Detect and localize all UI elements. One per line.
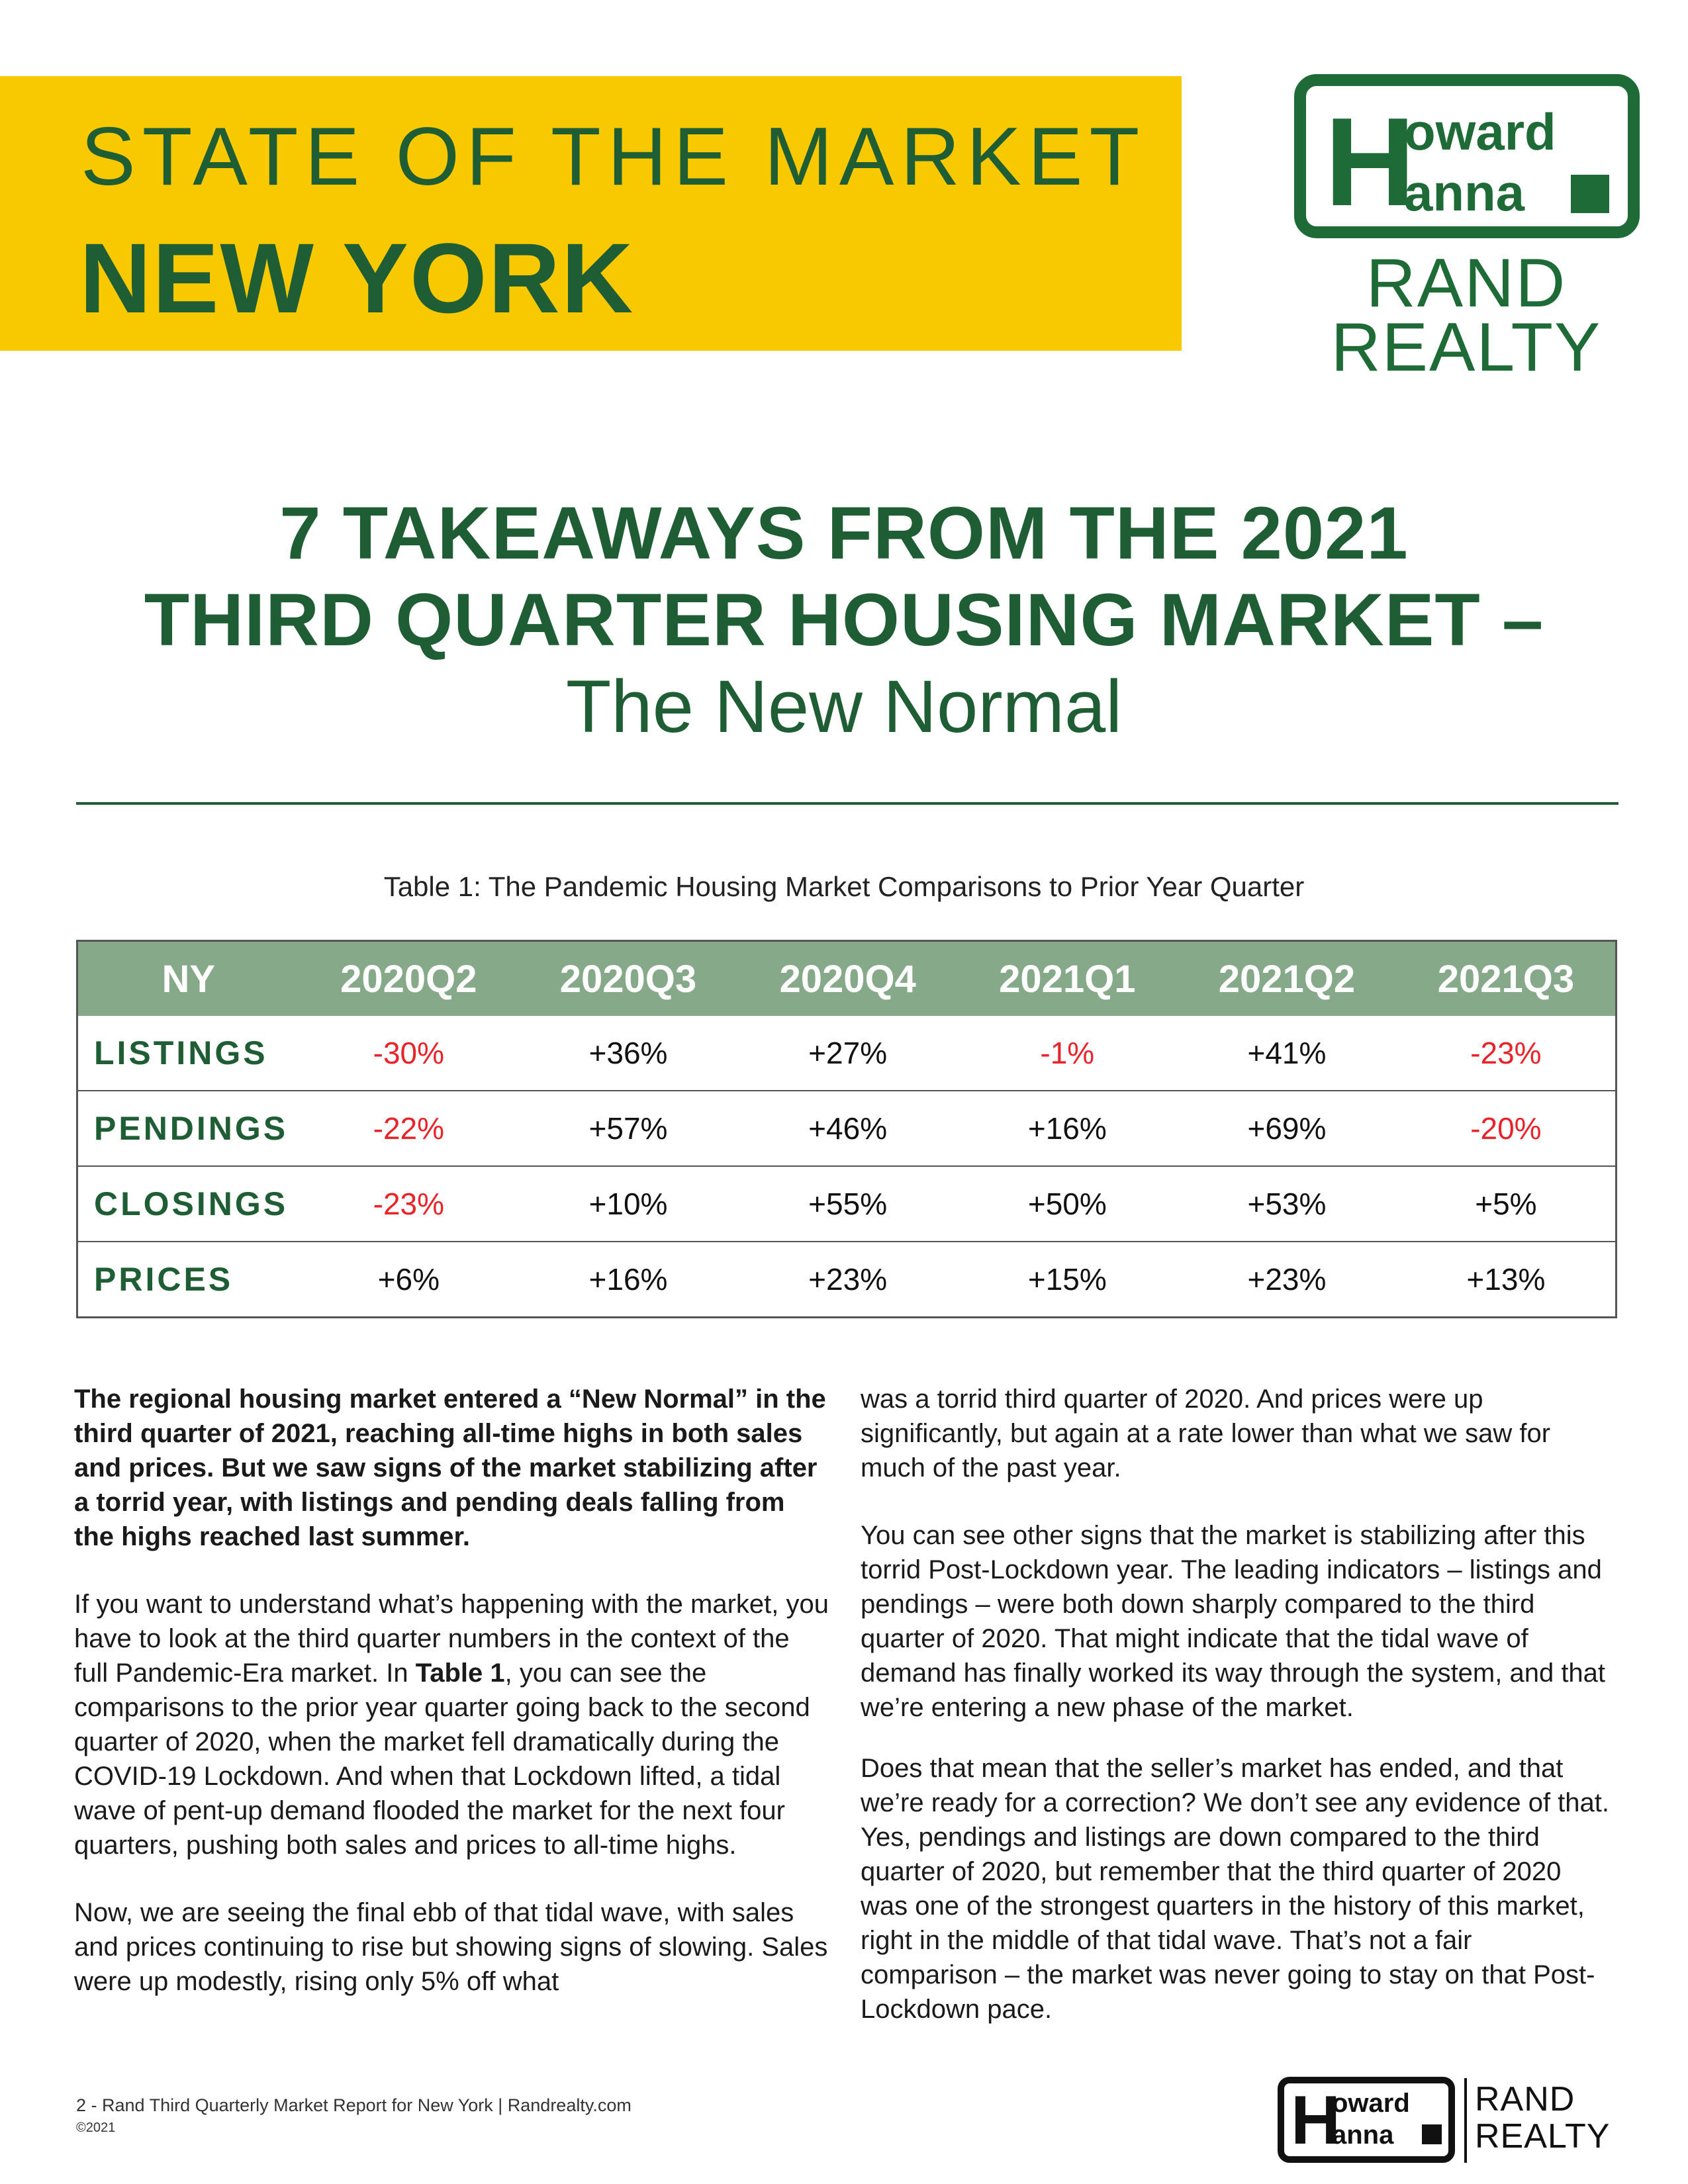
table-cell: +53% xyxy=(1177,1166,1397,1242)
footer-rand-word: RAND xyxy=(1475,2080,1575,2118)
table-cell: -23% xyxy=(1397,1016,1617,1091)
table-header-cell: 2021Q2 xyxy=(1177,941,1397,1017)
table-cell: +5% xyxy=(1397,1166,1617,1242)
banner-city: NEW YORK xyxy=(79,222,635,334)
table-cell: -1% xyxy=(957,1016,1177,1091)
table-cell: -30% xyxy=(299,1016,519,1091)
table-header-cell: 2020Q4 xyxy=(738,941,958,1017)
footer-logo-divider xyxy=(1464,2078,1467,2163)
row-label: CLOSINGS xyxy=(77,1166,299,1242)
rand-realty-wordmark xyxy=(1327,245,1605,386)
body-paragraph xyxy=(74,1587,829,1862)
table-row-closings xyxy=(77,1166,1617,1242)
footer-rand-realty xyxy=(1475,2081,1610,2155)
table-cell: +16% xyxy=(588,1262,668,1297)
logo-word-oward: oward xyxy=(1404,103,1556,161)
rand-word: RAND xyxy=(1366,245,1567,322)
footer-howard-hanna-logo xyxy=(1278,2077,1455,2163)
logo-square-mark xyxy=(1571,175,1609,213)
table-cell: +41% xyxy=(1177,1016,1397,1091)
table-cell: +69% xyxy=(1177,1091,1397,1166)
realty-word: REALTY xyxy=(1331,308,1602,386)
table-cell: +15% xyxy=(1027,1262,1107,1297)
body-column-right xyxy=(861,1382,1615,2060)
headline-subtitle: The New Normal xyxy=(565,665,1123,749)
footer-logo-h: H xyxy=(1291,2082,1341,2159)
table-cell: -22% xyxy=(299,1091,519,1166)
logo-word-anna: anna xyxy=(1404,163,1525,222)
table-header-cell: NY xyxy=(77,941,299,1017)
table-cell: +16% xyxy=(957,1091,1177,1166)
body-paragraph: Does that mean that the seller’s market has ended, and that we’re ready for a correction? We don’t see any evidence of that. Yes, pendings and listings are down compared to the third quarter of 2020, but remember that the third quarter of 2020 was one of the strongest quarters in the history of this market, right in the middle of that tidal wave. That’s not a fair comparison – the market was never going to stay on that Post-Lockdown pace. xyxy=(861,1754,1609,2024)
headline-line-1: 7 TAKEAWAYS FROM THE 2021 xyxy=(279,492,1409,574)
logo-h-letter: H xyxy=(1325,92,1416,232)
table-row-prices xyxy=(77,1242,1617,1318)
footer-page-info: 2 - Rand Third Quarterly Market Report for New York | Randrealty.com xyxy=(76,2095,632,2115)
table-row-pendings xyxy=(77,1091,1617,1166)
body-paragraph: You can see other signs that the market is stabilizing after this torrid Post-Lockdown year. The leading indicators – listings and pendings – were both down sharply compared to the third quarter of 2020. That might indicate that the tidal wave of demand has finally worked its way through the system, and that we’re entering a new phase of the market. xyxy=(861,1521,1606,1722)
body-paragraph: Now, we are seeing the final ebb of that tidal wave, with sales and prices continuing to rise but showing signs of slowing. Sales were up modestly, rising only 5% off what xyxy=(74,1898,828,1996)
footer-copyright: ©2021 xyxy=(76,2120,116,2135)
table-header-cell: 2020Q2 xyxy=(299,941,519,1017)
table-header-cell: 2021Q3 xyxy=(1397,941,1617,1017)
table-cell: -23% xyxy=(299,1166,519,1242)
row-label: PRICES xyxy=(94,1261,234,1298)
table-cell: +55% xyxy=(738,1166,958,1242)
table-header-row xyxy=(77,941,1617,1017)
footer-logo-oward: oward xyxy=(1332,2089,1410,2118)
header-banner xyxy=(0,76,1182,351)
row-label: LISTINGS xyxy=(77,1016,299,1091)
howard-hanna-logo xyxy=(1294,74,1640,238)
table-cell: +46% xyxy=(738,1091,958,1166)
table-caption: Table 1: The Pandemic Housing Market Comparisons to Prior Year Quarter xyxy=(383,871,1305,902)
headline xyxy=(0,490,1688,750)
table-cell: +23% xyxy=(1247,1262,1327,1297)
row-label: PENDINGS xyxy=(77,1091,299,1166)
footer-logo-square xyxy=(1422,2124,1442,2144)
footer-logo-anna: anna xyxy=(1332,2120,1394,2150)
table-header-cell: 2021Q1 xyxy=(957,941,1177,1017)
table-cell: +10% xyxy=(518,1166,738,1242)
table-cell: +57% xyxy=(518,1091,738,1166)
table-reference: Table 1 xyxy=(415,1659,505,1688)
table-cell: +23% xyxy=(808,1262,888,1297)
table-cell: +6% xyxy=(377,1262,440,1297)
table-cell: -20% xyxy=(1397,1091,1617,1166)
market-comparison-table xyxy=(76,940,1617,1318)
table-row-listings xyxy=(77,1016,1617,1091)
table-cell: +50% xyxy=(957,1166,1177,1242)
banner-kicker: STATE OF THE MARKET xyxy=(81,111,1147,203)
table-cell: +13% xyxy=(1466,1262,1546,1297)
headline-line-2: THIRD QUARTER HOUSING MARKET – xyxy=(144,578,1544,662)
footer-realty-word: REALTY xyxy=(1475,2117,1611,2156)
table-header-cell: 2020Q3 xyxy=(518,941,738,1017)
lead-paragraph: The regional housing market entered a “New Normal” in the third quarter of 2021, reaching all-time highs in both sales and prices. But we saw signs of the market stabilizing after a torrid year, with listings and pending deals falling from the highs reached last summer. xyxy=(74,1385,826,1551)
paragraph-text: , you can see the comparisons to the prior year quarter going back to the second quarter of 2020, when the market fell dramatically during the COVID-19 Lockdown. And when that Lockdown lifted, a tidal wave of pent-up demand flooded the market for the next four quarters, pushing both sales and prices to all-time highs. xyxy=(74,1659,810,1860)
body-column-left xyxy=(74,1382,829,2032)
paragraph-text: If you want to understand what’s happening with the market, you have to look at the third quarter numbers in the context of the full Pandemic-Era market. In xyxy=(74,1590,829,1688)
table-cell: +36% xyxy=(518,1016,738,1091)
body-paragraph: was a torrid third quarter of 2020. And prices were up significantly, but again at a rate lower than what we saw for much of the past year. xyxy=(861,1385,1551,1482)
table-cell: +27% xyxy=(738,1016,958,1091)
headline-divider xyxy=(76,802,1618,805)
